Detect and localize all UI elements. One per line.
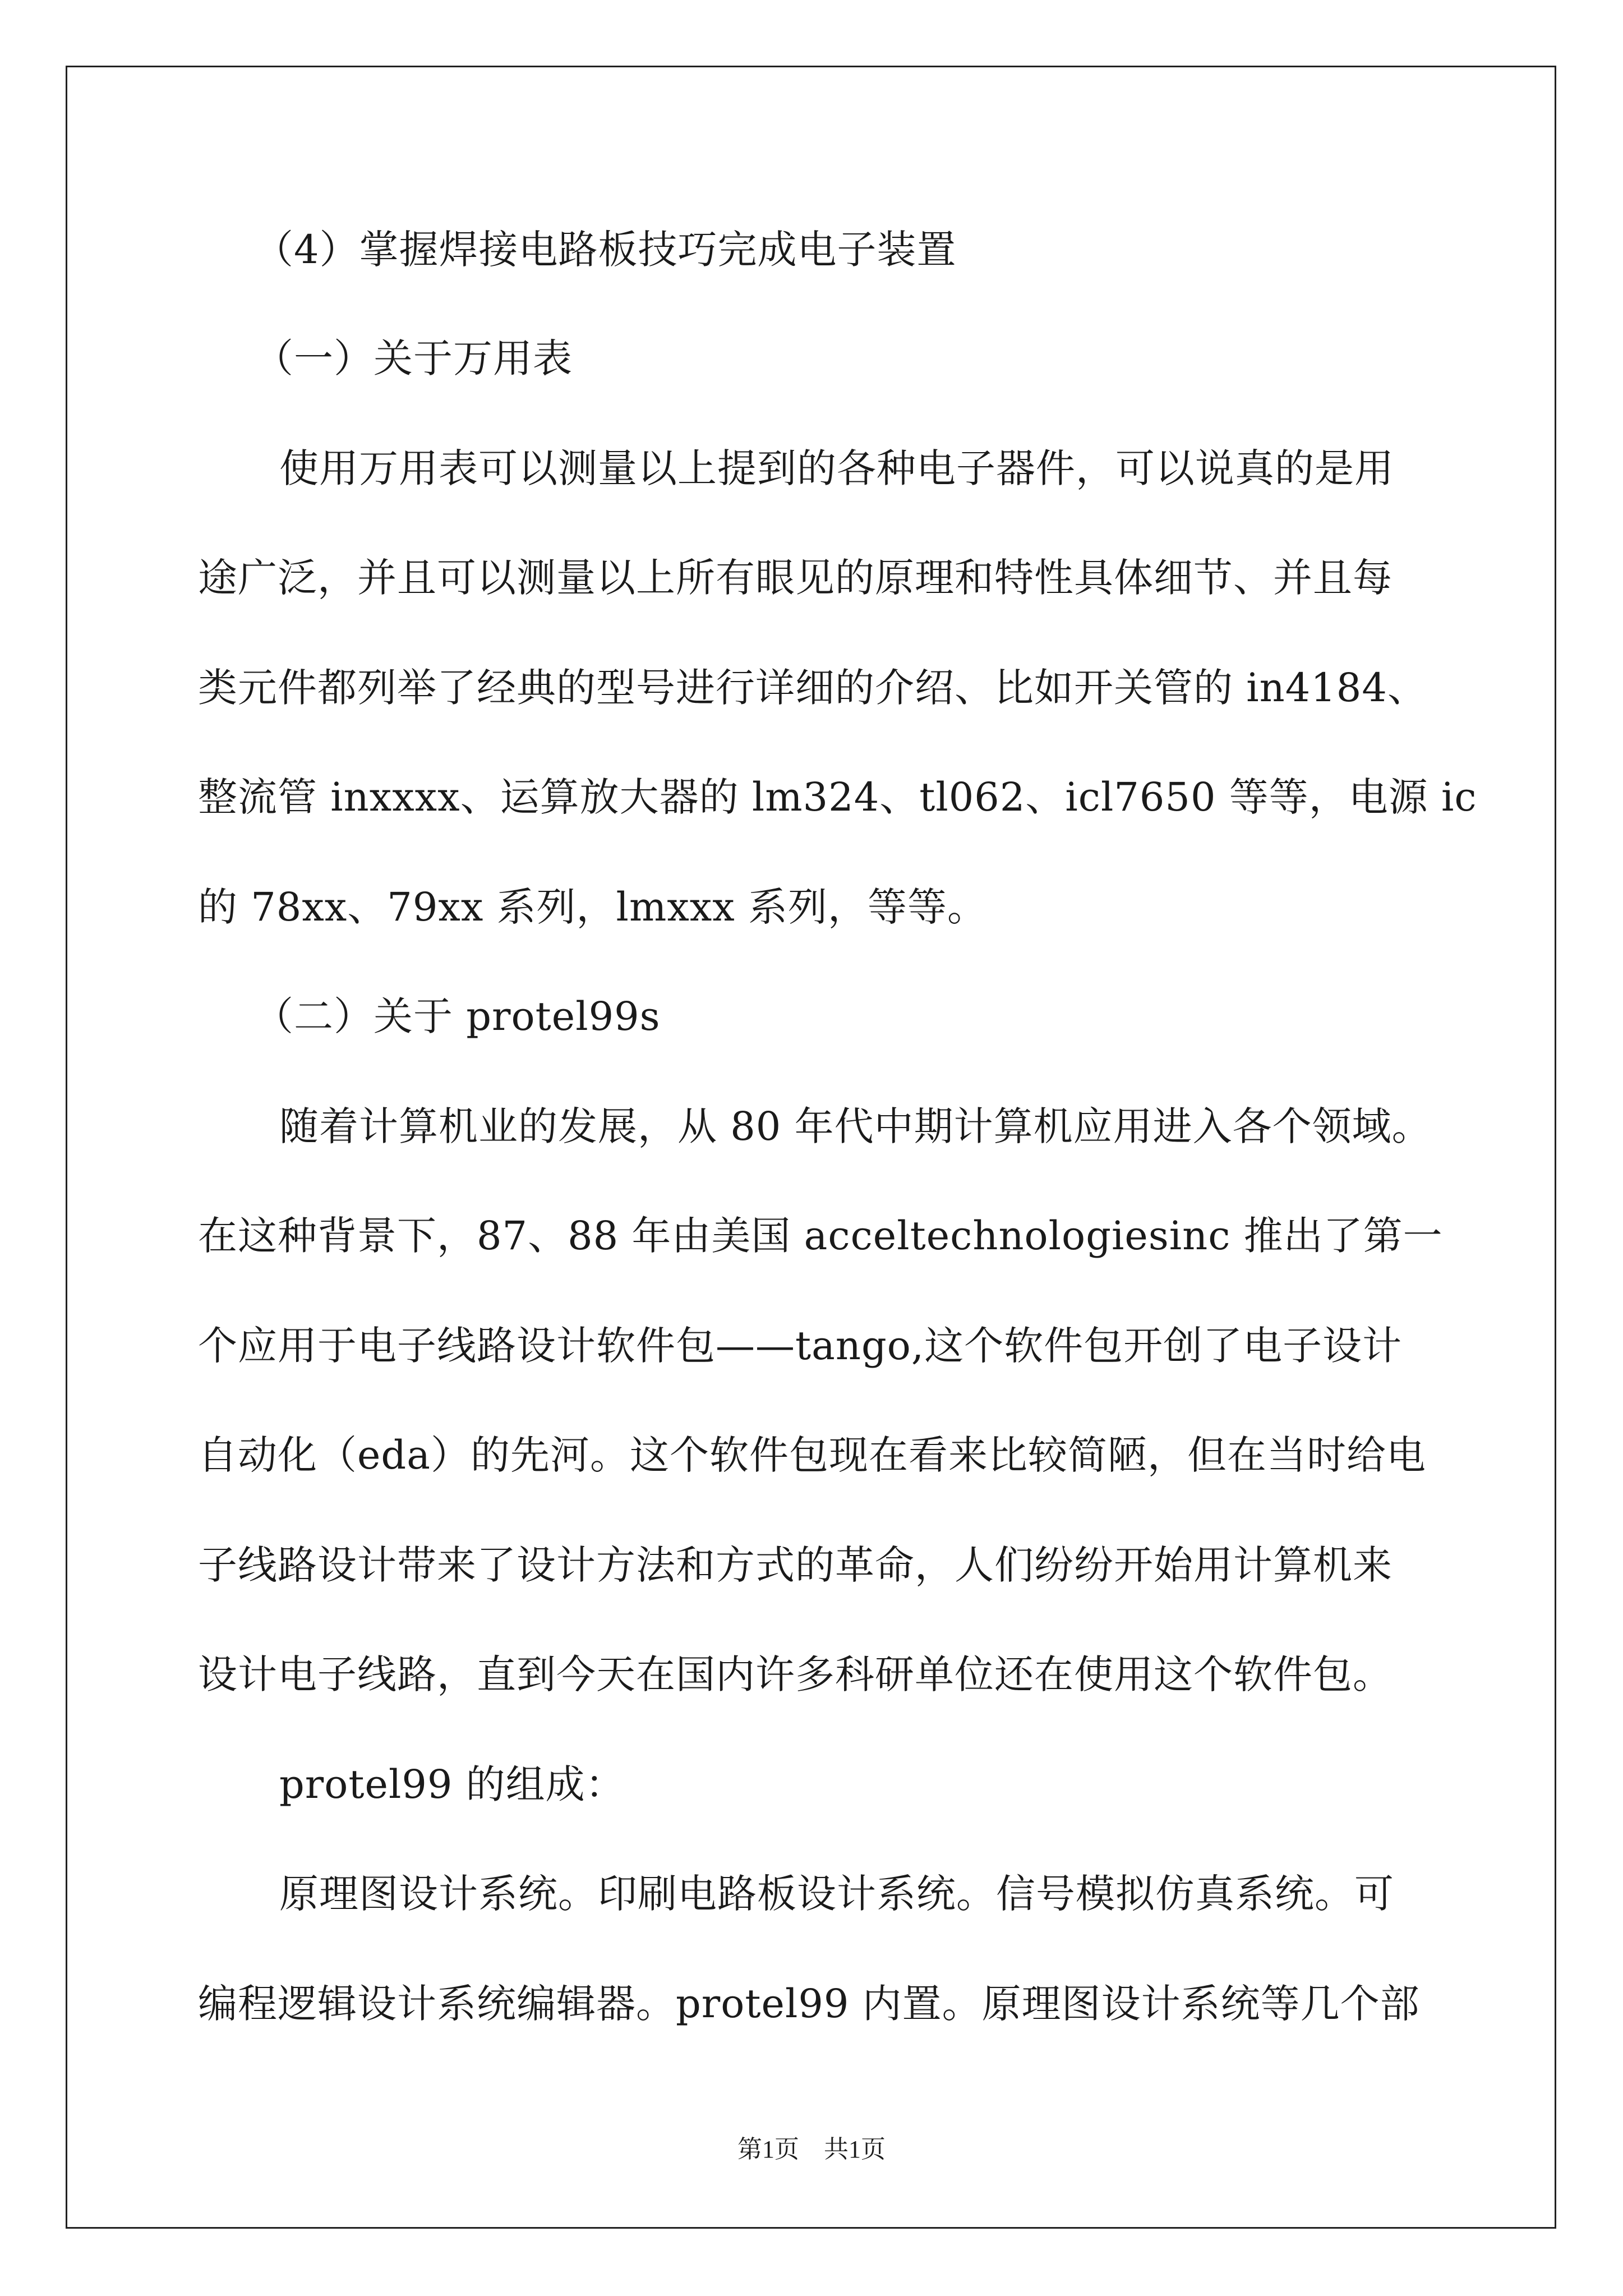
section-heading-multimeter: （一）关于万用表 <box>254 335 573 381</box>
text-line: 设计电子线路，直到今天在国内许多科研单位还在使用这个软件包。 <box>198 1651 1393 1697</box>
text-line: protel99 的组成： <box>279 1761 625 1807</box>
text-line: 子线路设计带来了设计方法和方式的革命，人们纷纷开始用计算机来 <box>198 1542 1393 1588</box>
text-line: 在这种背景下，87、88 年由美国 acceltechnologiesinc 推出了第一 <box>198 1213 1443 1259</box>
page-footer: 第1页 共1页 <box>737 2136 886 2163</box>
text-line: 类元件都列举了经典的型号进行详细的介绍、比如开关管的 in4184、 <box>198 665 1427 711</box>
text-line: 整流管 inxxxx、运算放大器的 lm324、tl062、icl7650 等等，电源 ic <box>198 774 1477 820</box>
text-line: 使用万用表可以测量以上提到的各种电子器件，可以说真的是用 <box>279 445 1394 491</box>
text-line: 个应用于电子线路设计软件包——tango,这个软件包开创了电子设计 <box>198 1323 1403 1369</box>
text-line: 随着计算机业的发展，从 80 年代中期计算机应用进入各个领域。 <box>279 1103 1432 1149</box>
text-line: 自动化（eda）的先河。这个软件包现在看来比较简陋，但在当时给电 <box>198 1432 1426 1478</box>
text-line: 的 78xx、79xx 系列，lmxxx 系列，等等。 <box>198 884 988 930</box>
text-line: 途广泛，并且可以测量以上所有眼见的原理和特性具体细节、并且每 <box>198 555 1393 601</box>
section-heading-protel: （二）关于 protel99s <box>254 993 661 1039</box>
text-line: 原理图设计系统。印刷电路板设计系统。信号模拟仿真系统。可 <box>279 1871 1394 1917</box>
text-line: 编程逻辑设计系统编辑器。protel99 内置。原理图设计系统等几个部 <box>198 1981 1420 2027</box>
paragraph-heading-4: （4）掌握焊接电路板技巧完成电子装置 <box>254 227 957 273</box>
